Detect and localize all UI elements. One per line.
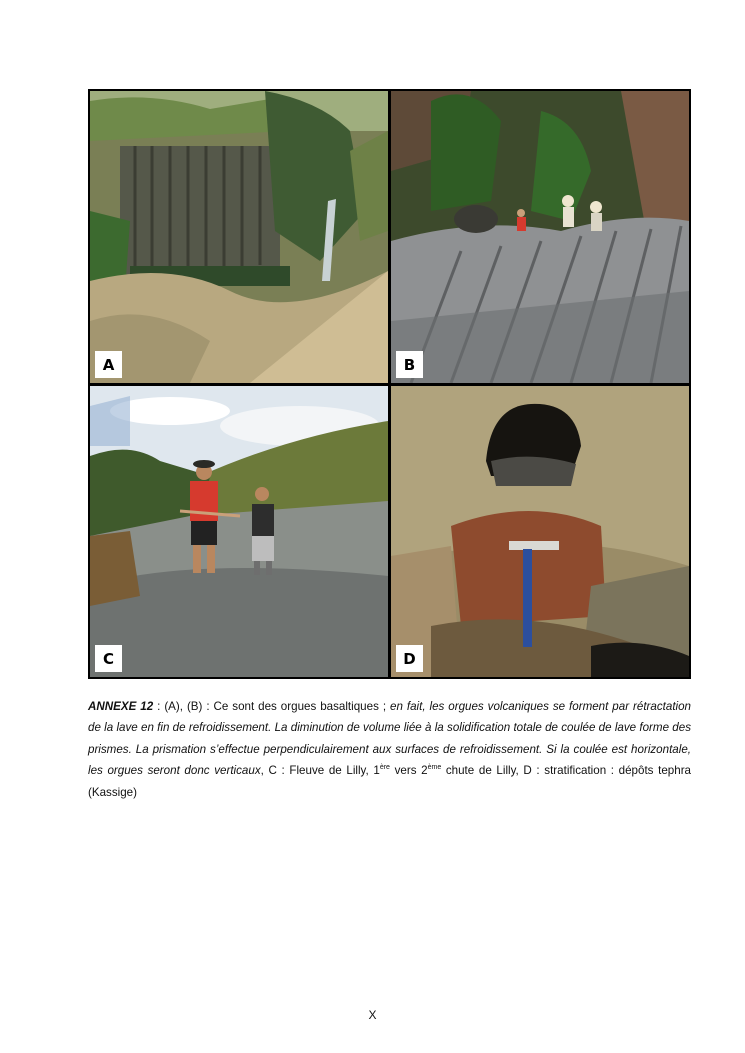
figure-caption [88, 696, 691, 803]
caption-part3: , C : Fleuve de Lilly, 1 [260, 764, 380, 778]
caption-title: ANNEXE 12 [88, 700, 154, 713]
page-number: X [368, 1008, 377, 1022]
caption-part5: chute de Lilly, D : stratification : dépôts tephra (Kassige) [88, 764, 691, 799]
photo-a-basalt-columns-waterfall [90, 91, 388, 383]
label-d: D [396, 645, 423, 672]
caption-sup2: ème [427, 764, 442, 772]
caption-sup1: ère [379, 764, 390, 772]
photo-d-tephra-deposit-hammer [391, 386, 689, 677]
label-b: B [396, 351, 423, 378]
label-c: C [95, 645, 122, 672]
photo-c-lilly-river [90, 386, 388, 677]
caption-part1: (A), (B) : Ce sont des orgues basaltiques ; [164, 700, 390, 713]
photo-b-basalt-outcrop-people [391, 91, 689, 383]
photo-grid [88, 89, 691, 679]
caption-part4: vers 2 [389, 764, 428, 778]
caption-italic: en fait, les orgues volcaniques se forment par rétractation de la lave en fin de refroidissement. La diminution de volume liée à la solidification totale de coulée de lave forme des prismes. La prismation s’effectue perpendiculairement aux surfaces de refroidissement. Si la coulée est horizontale, les orgues seront donc verticaux [88, 700, 692, 778]
caption-sep: : [153, 700, 165, 713]
label-a: A [95, 351, 122, 378]
